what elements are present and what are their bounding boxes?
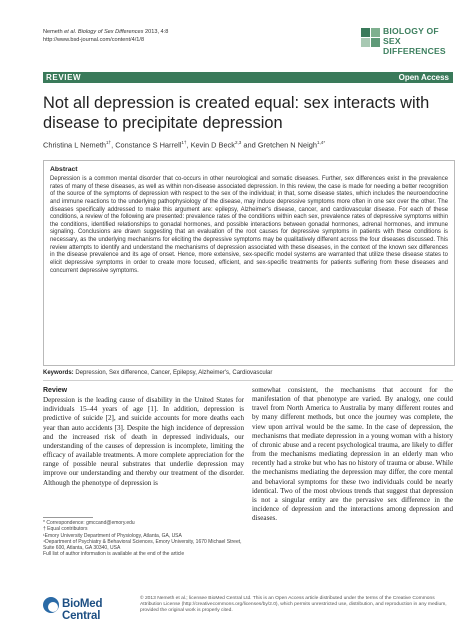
logo-square-1 — [361, 28, 370, 37]
article-type-label: REVIEW — [46, 73, 82, 82]
logo-square-3 — [361, 38, 370, 47]
author-affiliation: 1,4* — [316, 140, 326, 145]
author-affiliation: 1† — [105, 140, 112, 145]
footnote-divider — [43, 517, 93, 518]
section-heading: Review — [43, 387, 68, 394]
divider — [43, 380, 453, 381]
logo-square-2 — [371, 28, 380, 37]
affiliation-note: ¹Emory University Department of Physiology, Atlanta, GA, USA — [43, 532, 182, 539]
keywords-label: Keywords: — [43, 370, 74, 376]
author-list: Christina L Nemeth$^{1\dagger}$, Constance S Harrell$^{1\dagger}$, Kevin D Beck$^{2,3}$ and Gretchen N Neigh$^{1,4*}$ — [43, 140, 326, 150]
equal-contribution-note: † Equal contributors — [43, 526, 88, 533]
author-name[interactable]: Gretchen N Neigh — [257, 140, 317, 150]
biomed-central-logo — [43, 596, 125, 622]
journal-logo — [361, 26, 453, 66]
author-affiliation: 1† — [181, 140, 187, 145]
author-name[interactable]: Constance S Harrell — [115, 140, 182, 150]
body-column-left — [43, 386, 244, 488]
article-title: Not all depression is created equal: sex interacts with disease to precipitate depression — [43, 94, 430, 132]
body-text: somewhat consistent, the mechanisms that account for the manifestation of that phenotype are varied. By analogy, one could travel from North America to Australia by many different routes and by many different methods, but once the journey was complete, the view upon arrival would be the same. In the case of depression, the mechanisms that mediate depression in a young woman with a history of chronic abuse and a recent psychological trauma, are likely to differ from the mechanisms mediating depression in an elderly man who recently had a stroke but who has no history of trauma or abuse. While the mechanisms mediating the depression may differ, the core mental and behavioral symptoms for these two individuals could be nearly identical. Two of the most obvious trends that suggest that depression is not a singular entity are the pervasive sex difference in the incidence of depression and the interactions among depression and diseases. — [252, 386, 453, 523]
author-info-note: Full list of author information is available at the end of the article — [43, 551, 185, 558]
abstract-box — [43, 160, 455, 366]
affiliation-note: ⁴Department of Psychiatry & Behavioral Sciences, Emory University, 1670 Michael Street, Suite 600, Atlanta, GA 30340, USA — [43, 538, 242, 552]
review-banner — [43, 72, 453, 83]
open-access-label: Open Access — [398, 73, 449, 82]
keywords — [43, 370, 453, 376]
logo-line-1: BIOLOGY OF — [383, 26, 439, 36]
body-text: Depression is the leading cause of disability in the United States for individuals 15–44 years of age [1]. In addition, depression is predictive of suicide [2], and suicide accounts for more deaths each year than auto accidents [3]. Despite the high incidence of depression and the increased risk of death in depressed individuals, our understanding of the causes of depression is incomplete, limiting the efficacy of available treatments. A more complete appreciation for the range of possible neural substrates that underlie depression may improve our understanding and thereby our treatment of the disorder. Although the phenotype of depression is — [43, 396, 244, 487]
author-name[interactable]: Kevin D Beck — [190, 140, 235, 150]
logo-line-2: SEX — [383, 36, 401, 46]
citation-authors: Nemeth — [43, 29, 65, 35]
abstract-text: Depression is a common mental disorder that co-occurs in other neurological and somatic diseases. Further, sex differences exist in the prevalence rates of many of these diseases, as well as within non-disease associated depression. In this review, the case is made for needing a better recognition of the source of the symptoms of depression with respect to the sex of the individual; in that, some disease states, which includes the neuroendocrine and immune reactions to the underlying pathophysiology of the disease, may induce depressive symptoms more often in one sex over the other. The diseases specifically addressed to make this argument are: epilepsy, Alzheimer's disease, cancer, and cardiovascular disease. For each of these conditions, a review of the following are presented: prevalence rates of the conditions within each sex, prevalence rates of depressive symptoms within the conditions, identified relationships to gonadal hormones, and possible interactions between gonadal hormones, adrenal hormones, and immune signaling. Conclusions are drawn suggesting that an evaluation of the root causes for depressive symptoms in patients with these conditions is necessary, as the underlying mechanisms for eliciting the depressive symptoms may be qualitatively different across the four diseases discussed. This review attempts to identify and understand the mechanisms of depression associated with these diseases, in the context of the known sex differences in the disease prevalence and its age of onset. Hence, more extensive, sex-specific model systems are warranted that utilize these disease states to elicit depressive symptoms in order to create more focused, efficient, and sex-specific treatments for patients suffering from these diseases and concurrent depressive symptoms. — [50, 176, 448, 274]
article-url[interactable]: http://www.bsd-journal.com/content/4/1/8 — [43, 37, 145, 43]
footnotes — [43, 520, 244, 558]
citation-etal: et al. — [64, 29, 77, 35]
citation-volume: 2013, 4:8 — [143, 29, 169, 35]
author-affiliation: 2,3 — [234, 140, 242, 145]
citation-line — [43, 29, 168, 36]
correspondence-note: * Correspondence: gmccand@emory.edu — [43, 520, 135, 526]
copyright-notice: © 2013 Nemeth et al.; licensee BioMed Central Ltd. This is an Open Access article distributed under the terms of the Creative Commons Attribution License (http://creativecommons.org/licenses/by/2.0), which permits unrestricted use, distribution, and reproduction in any medium, provided the original work is properly cited. — [140, 596, 447, 614]
keywords-text: Depression, Sex difference, Cancer, Epilepsy, Alzheimer's, Cardiovascular — [75, 370, 273, 376]
logo-line-3: DIFFERENCES — [383, 46, 446, 56]
bmc-logo-icon-inner — [48, 602, 58, 612]
bmc-logo-text: BioMed Central — [62, 598, 103, 622]
abstract-heading: Abstract — [50, 166, 78, 173]
author-name[interactable]: Christina L Nemeth — [43, 140, 106, 150]
citation-journal: Biology of Sex Differences — [76, 29, 144, 35]
body-column-right — [252, 386, 453, 523]
logo-square-4 — [371, 38, 380, 47]
